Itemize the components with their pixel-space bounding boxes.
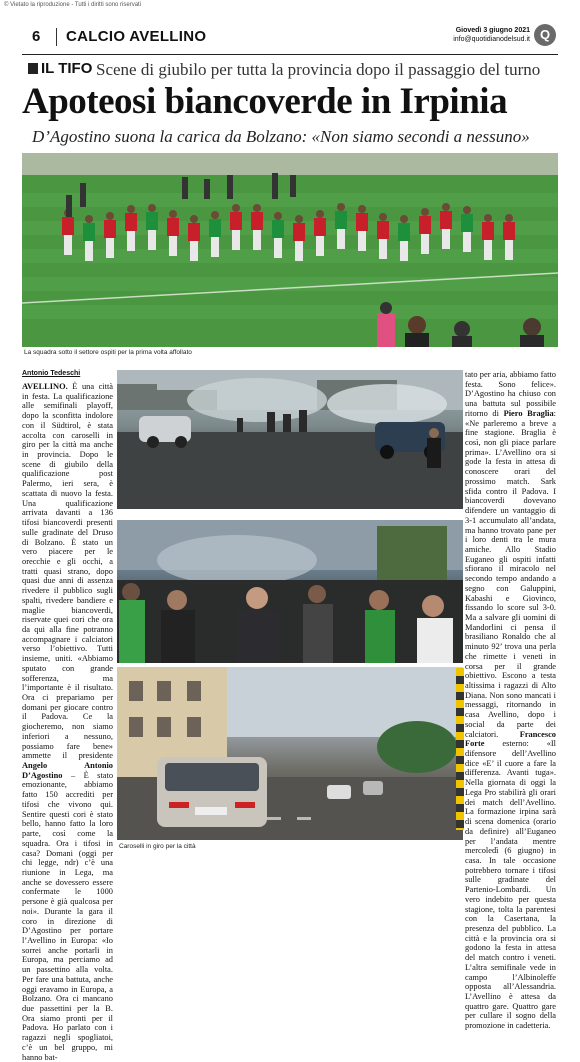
player-legs [127,231,135,251]
player-head [463,206,471,214]
contact-email: info@quotidianodelsud.it [453,36,530,43]
player-legs [169,236,177,256]
player-body [503,222,515,240]
headline: Apoteosi biancoverde in Irpinia [22,81,508,122]
player-body [251,212,263,230]
player-body [125,213,137,231]
main-photo [22,153,558,347]
player-body [167,218,179,236]
player-head [379,213,387,221]
player-legs [232,230,240,250]
section-title: CALCIO AVELLINO [66,28,207,45]
player-head [211,211,219,219]
kicker-square-icon [28,63,38,74]
issue-date: Giovedì 3 giugno 2021 [455,27,530,34]
player-head [358,205,366,213]
player-body [62,217,74,235]
player-legs [358,231,366,251]
date-block [453,26,530,44]
column1-text: È una città in festa. La qualificazione alle semifinali playoff, dopo la sconfitta indolore con il Südtirol, è stata accolta con caroselli in giro per la città ma anche in provincia. Dopo le scene di giubilo della qualificazione post Palermo, ieri sera, è scattata di nuovo la festa. Una qualificazione arrivata davanti a 136 tifosi biancoverdi presenti sulle gradinate del Druso di Bolzano. È stato un vero piacere per le orecchie e gli occhi, a tratti quasi strano, dopo quasi due anni di assenza rivedere il pubblico sugli spalti, rivedere bandiere e maglie biancoverdi, riservate quei cori che ora da qui alla fine potranno accompagnare i calciatori verso l’obiettivo. Tutti insieme, uniti. «Abbiamo sputato con grande sofferenza, ma l’importante è il risultato. Ora ci prepariamo per domani per giocare contro il Padova. Ce la giocheremo, non siamo inferiori a nessuno, possiamo fare bene» ammette il presidente [22,382,114,761]
player-body [377,221,389,239]
player-name: Francesco Forte [465,729,556,749]
player-head [316,210,324,218]
player-legs [295,241,303,261]
player-body [398,223,410,241]
player-legs [442,229,450,249]
player-body [482,222,494,240]
player-head [274,212,282,220]
player-head [169,210,177,218]
player-head [442,203,450,211]
player-legs [64,235,72,255]
crowd-illustration [117,520,463,663]
header-divider [56,28,57,46]
player-body [146,212,158,230]
dateline: AVELLINO. [22,382,68,391]
article-column-2 [465,370,556,1031]
column1-text-continued: – È stato emozionante, abbiamo fatto 150 accrediti per tifosi che vivono qui. Sentire questi cori è stato bello, hanno fatto la loro parte, così come la squadra. Ora i tifosi in casa? Domani (oggi per chi legge, ndr) c’è una riunione in Lega, ma anche se dovessero essere confermate le 1000 persone è già qualcosa per noi». Durante la gara il coro in direzione di D’Agostino per portare l’Avellino in Europa: «Io sorrei anche portarli in Europa, ma perciamo ad un passettino alla volta. Per fare una battuta, anche oggi eravamo in Europa, a Bolzano. Ora ci mancano due passettini per la B. Ora siamo pronti per il Padova. Ho parlato con i ragazzi negli spogliatoi, c’è un bel gruppo, mi hanno bat- [22,770,114,1062]
player-legs [148,230,156,250]
player-head [295,215,303,223]
player-body [335,211,347,229]
player-head [253,204,261,212]
player-head [505,214,513,222]
player-legs [85,241,93,261]
player-legs [379,239,387,259]
player-legs [253,230,261,250]
player-body [440,211,452,229]
player-head [127,205,135,213]
coach-name: Piero Braglia [503,408,554,418]
team-celebration-illustration [22,153,558,347]
player-head [337,203,345,211]
car-parade-photo [117,667,463,840]
player-body [209,219,221,237]
player-legs [337,229,345,249]
player-legs [484,240,492,260]
player-head [85,215,93,223]
player-body [356,213,368,231]
player-body [188,223,200,241]
player-body [83,223,95,241]
player-head [421,208,429,216]
column2-text: tato per aria, abbiamo fatto festa. Sono felice». D’Agostino ha chiuso con una battuta sul possibile ritorno di [465,370,556,418]
player-head [106,212,114,220]
fans-street-photo [117,370,463,509]
player-body [314,218,326,236]
fans-street-illustration [117,370,463,509]
player-legs [211,237,219,257]
player-body [461,214,473,232]
player-body [419,216,431,234]
column2-text-end: esterno: «Il difensore dell’Avellino dice «E’ il cuore a fare la differenza. Avanti tuga». Nella giornata di oggi la Lega Pro stabilirà gli orari dei match dell’Avellino. La formazione irpina sarà di scena domenica (orario da definire) all’Euganeo per l’andata mentre mercoledì (6 giugno) in casa. In tale occasione potrebbero tornare i tifosi sulle gradinate del Partenio-Lombardi. Un vero indebito per questa stagione, tolta la parentesi con la Casertana, la presenza del pubblico. La città e la provincia ora si godono la festa in attesa del match contro i veneti. L’altra semifinale vede in campo l’Albinoleffe opposta all’Alessandria. L’Avellino è attesa da quattro gare. Quattro gare per cullare il sogno della promozione in cadetteria. [465,739,556,1031]
kicker-text: IL TIFO [41,60,93,77]
copyright-notice: © Vietato la riproduzione - Tutti i diritti sono riservati [4,2,142,8]
player-body [104,220,116,238]
page-number: 6 [32,28,41,45]
bottom-photo-caption: Caroselli in giro per la città [119,843,196,850]
player-head [484,214,492,222]
player-legs [274,238,282,258]
subheadline: D’Agostino suona la carica da Bolzano: «Non siamo secondi a nessuno» [32,127,530,146]
player-body [272,220,284,238]
player-head [232,204,240,212]
newspaper-logo-icon: Q [534,24,556,46]
player-legs [505,240,513,260]
player-legs [421,234,429,254]
car-parade-illustration [117,667,463,840]
kicker-label [28,60,92,77]
kicker-line: Scene di giubilo per tutta la provincia dopo il passaggio del turno [96,60,541,79]
byline: Antonio Tedeschi [22,370,81,377]
player-legs [316,236,324,256]
player-legs [190,241,198,261]
player-head [148,204,156,212]
player-body [230,212,242,230]
player-legs [400,241,408,261]
player-body [293,223,305,241]
scale-ruler [456,668,464,830]
player-legs [463,232,471,252]
player-legs [106,238,114,258]
column2-text-continued: : «Ne parleremo a breve a fine stagione. Braglia è così, non gli piace parlare prima». L’Avellino ora si gode la festa in attesa di conoscere orari del prossimo match. Sark sfida contro il Padova. I biancoverdi dovevano difendere un vantaggio di 3-1 accumulato all’andata, ma hanno trovato pane per i loro denti tra le mura amiche. Allo Stadio Euganeo gli ospiti infatti sfiorano il miracolo nel secondo tempo andando a segno con Galuppini, Kabashi e Giovinco, fissando lo score sul 3-0. Ma a salvare gli uomini di Mandorlini ci pensa il brasiliano Ronaldo che al minuto 92’ trova una perla che rimette i veneti in corsa per il grande obiettivo. Escono a testa altissima i ragazzi di Alto Diana. Non sono mancati i messaggi, ritornando in casa Avellino, dopo i social da parte dei calciatori. [465,408,556,739]
president-name: Angelo Antonio D’Agostino [22,761,113,780]
article-column-1 [22,382,113,1062]
page-header [22,22,558,55]
player-head [190,215,198,223]
main-photo-caption: La squadra sotto il settore ospiti per la prima volta affollato [24,349,192,356]
player-head [400,215,408,223]
crowd-photo [117,520,463,663]
